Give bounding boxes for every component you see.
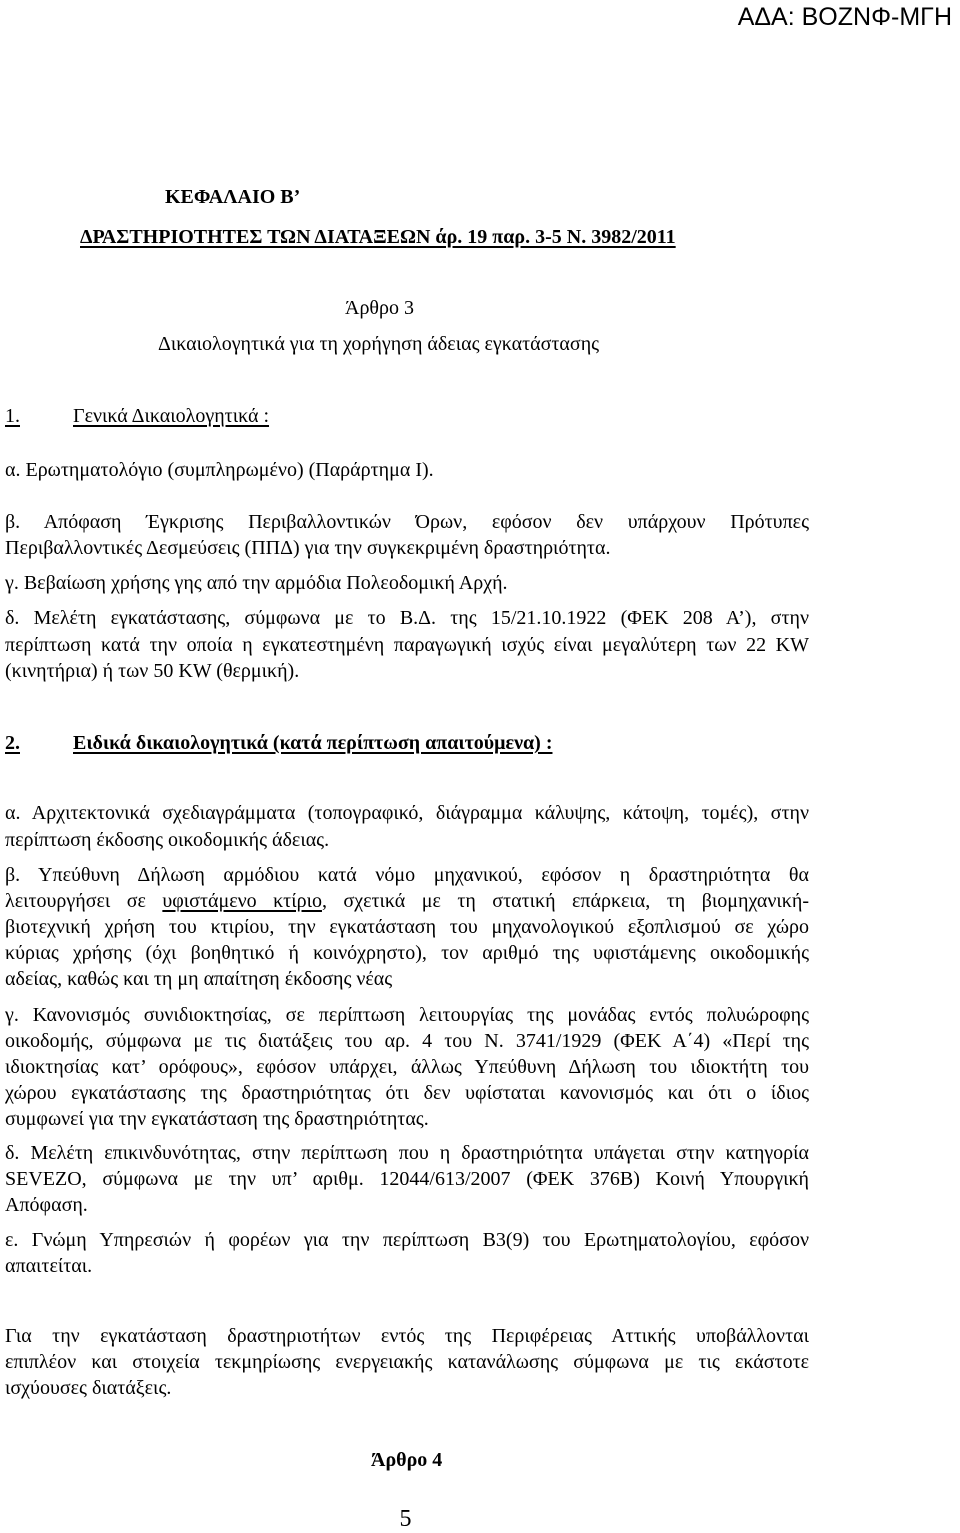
section-2-item-b-line: βιοτεχνική χρήση του κτιρίου, την εγκατάσταση του μηχανολογικού εξοπλισμού σε χώρο — [5, 916, 809, 938]
attica-paragraph-line: ισχύουσες διατάξεις. — [5, 1377, 172, 1399]
section-2-item-e-line: απαιτείται. — [5, 1255, 93, 1277]
section-2-item-d-line: δ. Μελέτη επικινδυνότητας, στην περίπτωση που η δραστηριότητα υπάγεται στην κατηγορία — [5, 1142, 809, 1164]
section-2-item-b-line — [5, 888, 809, 914]
section-1-item-d-line: περίπτωση κατά την οποία η εγκατεστημένη παραγωγική ισχύς είναι μεγαλύτερη των 22 KW — [5, 634, 809, 656]
section-1-item-d-line: δ. Μελέτη εγκατάστασης, σύμφωνα με το Β.Δ. της 15/21.10.1922 (ΦΕΚ 208 Α’), στην — [5, 607, 809, 629]
section-1-item-b-line: Περιβαλλοντικές Δεσμεύσεις (ΠΠΔ) για την συγκεκριμένη δραστηριότητα. — [5, 537, 611, 559]
section-2-item-c-line: ιδιοκτησίας κατ’ ορόφους», εφόσον υπάρχει, άλλως Υπεύθυνη Δήλωση του ιδιοκτήτη του — [5, 1056, 809, 1078]
section-2-item-b-line: β. Υπεύθυνη Δήλωση αρμόδιου κατά νόμο μηχανικού, εφόσον η δραστηριότητα θα — [5, 864, 809, 886]
section-2-item-c-line: χώρου εγκατάστασης της δραστηριότητας ότι δεν υφίσταται κανονισμός και ότι ο ίδιος — [5, 1082, 809, 1104]
chapter-subtitle: ΔΡΑΣΤΗΡΙΟΤΗΤΕΣ ΤΩΝ ΔΙΑΤΑΞΕΩΝ άρ. 19 παρ. 3-5 Ν. 3982/2011 — [80, 226, 676, 248]
section-2-item-d-line: SEVEZO, σύμφωνα με την υπ’ αριθμ. 12044/613/2007 (ΦΕΚ 376Β) Κοινή Υπουργική — [5, 1168, 809, 1190]
section-2-item-b-line: κύριας χρήσης (όχι βοηθητικό ή κοινόχρηστο), τον αριθμό της υφιστάμενης οικοδομικής — [5, 942, 809, 964]
attica-paragraph-line: Για την εγκατάσταση δραστηριοτήτων εντός της Περιφέρειας Αττικής υποβάλλονται — [5, 1325, 809, 1347]
section-2-item-a-line: α. Αρχιτεκτονικά σχεδιαγράμματα (τοπογραφικό, διάγραμμα κάλυψης, κάτοψη, τομές), στην — [5, 802, 809, 824]
section-2-item-d-line: Απόφαση. — [5, 1194, 88, 1216]
item-b-text: , σχετικά με τη στατική επάρκεια, τη βιομηχανική- — [321, 890, 809, 912]
section-1-item-d-line: (κινητήρια) ή των 50 KW (θερμική). — [5, 660, 300, 682]
section-2-heading — [73, 730, 552, 756]
article-4-title: Άρθρο 4 — [371, 1449, 443, 1471]
attica-paragraph-line: επιπλέον και στοιχεία τεκμηρίωσης ενεργειακής κατανάλωσης σύμφωνα με τις εκάστοτε — [5, 1351, 809, 1373]
chapter-title: ΚΕΦΑΛΑΙΟ Β’ — [165, 186, 301, 208]
article-3-subtitle: Δικαιολογητικά για τη χορήγηση άδειας εγκατάστασης — [158, 333, 600, 355]
section-2-number: 2. — [5, 732, 20, 754]
section-1-item-b-line: β. Απόφαση Έγκρισης Περιβαλλοντικών Όρων, εφόσον δεν υπάρχουν Πρότυπες — [5, 511, 809, 533]
article-3-title: Άρθρο 3 — [345, 297, 414, 319]
section-2-item-b-line: αδείας, καθώς και τη μη απαίτηση έκδοσης νέας — [5, 968, 393, 990]
section-2-item-c-line: γ. Κανονισμός συνιδιοκτησίας, σε περίπτωση λειτουργίας της μονάδας εντός πολυώροφης — [5, 1004, 809, 1026]
section-2-item-c-line: συμφωνεί για την εγκατάσταση της δραστηριότητας. — [5, 1108, 429, 1130]
section-2-item-e-line: ε. Γνώμη Υπηρεσιών ή φορέων για την περίπτωση Β3(9) του Ερωτηματολογίου, εφόσον — [5, 1229, 809, 1251]
section-1-item-c: γ. Βεβαίωση χρήσης γης από την αρμόδια Πολεοδομική Αρχή. — [5, 572, 508, 594]
section-1-heading: Γενικά Δικαιολογητικά : — [73, 405, 270, 427]
section-1-item-a: α. Ερωτηματολόγιο (συμπληρωμένο) (Παράρτημα Ι). — [5, 459, 434, 481]
item-b-text: λειτουργήσει σε — [5, 890, 163, 912]
section-2-heading-text: Ειδικά δικαιολογητικά (κατά περίπτωση απαιτούμενα) : — [73, 732, 553, 754]
existing-building-underlined: υφιστάμενο κτίριο — [162, 890, 322, 912]
section-2-item-a-line: περίπτωση έκδοσης οικοδομικής άδειας. — [5, 829, 330, 851]
ada-code: ΑΔΑ: ΒΟΖΝΦ-ΜΓΗ — [737, 3, 952, 31]
section-1-number: 1. — [5, 405, 20, 427]
page-number: 5 — [399, 1506, 412, 1532]
section-2-item-c-line: οικοδομής, σύμφωνα με τις διατάξεις του αρ. 4 του Ν. 3741/1929 (ΦΕΚ Α΄4) «Περί της — [5, 1030, 809, 1052]
